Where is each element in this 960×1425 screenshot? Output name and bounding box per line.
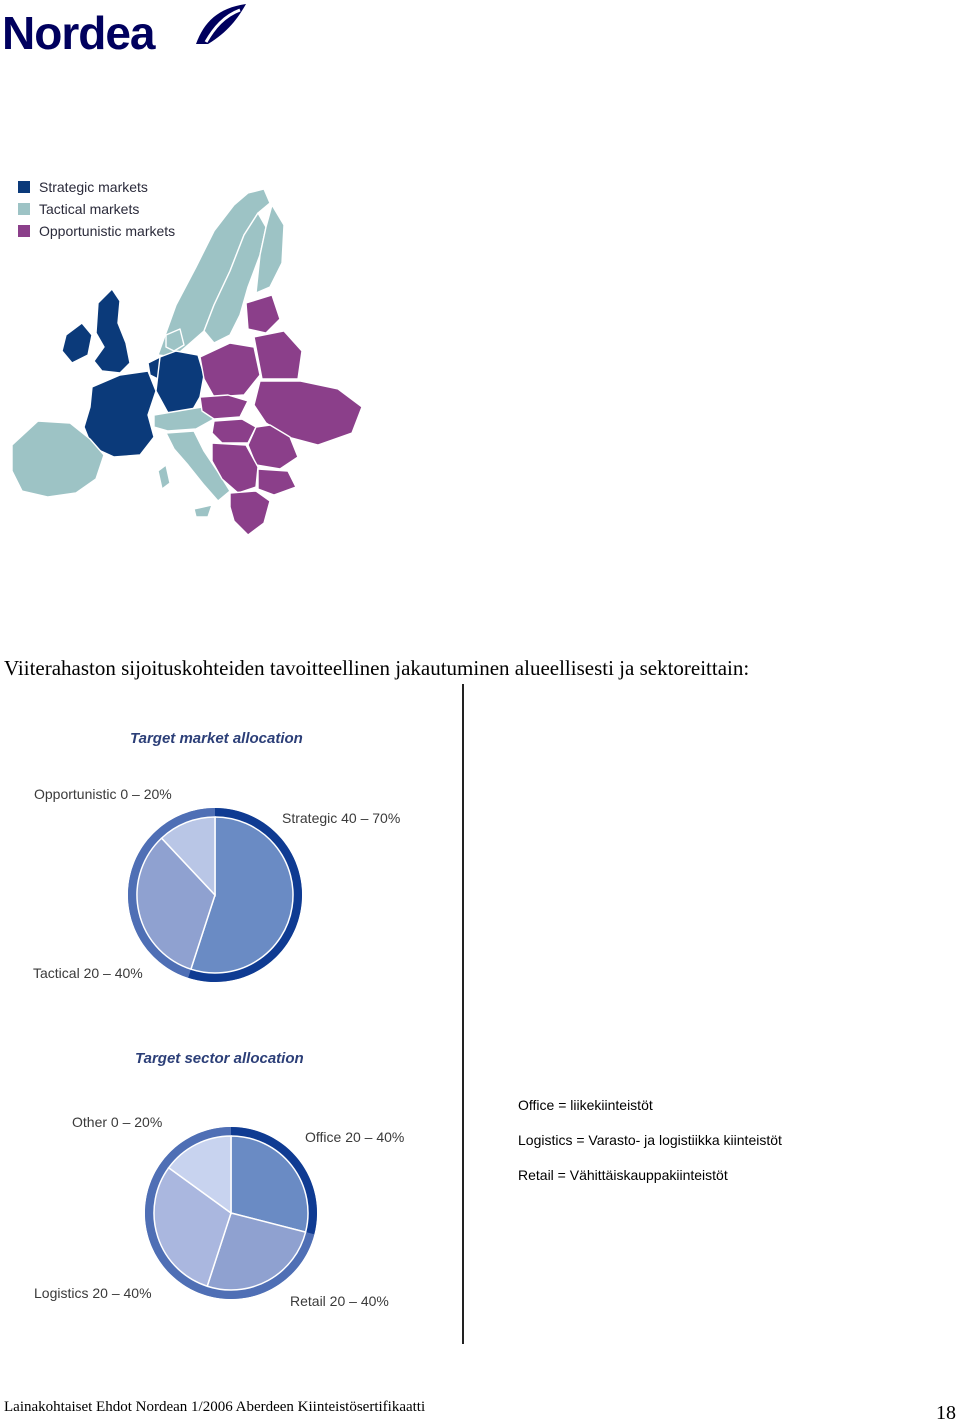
europe-market-map	[8, 175, 368, 540]
map-region-baltics	[246, 295, 280, 333]
pie-chart-market-allocation	[125, 805, 305, 985]
slice-label-strategic: Strategic 40 – 70%	[282, 810, 401, 826]
map-region-germany	[156, 351, 204, 413]
chart-title-sector: Target sector allocation	[135, 1050, 304, 1067]
map-region-poland	[200, 343, 260, 397]
definition-office: Office = liikekiinteistöt	[518, 1097, 653, 1113]
vertical-divider	[462, 684, 464, 1344]
map-region-bulgaria	[258, 469, 296, 495]
slice-label-opportunistic: Opportunistic 0 – 20%	[34, 786, 172, 802]
nordea-logo-text: Nordea	[2, 7, 155, 59]
map-region-sardinia	[158, 465, 170, 489]
section-heading: Viiterahaston sijoituskohteiden tavoitteellinen jakautuminen alueellisesti ja sektoreittain:	[4, 656, 750, 680]
map-region-hungary	[212, 419, 256, 443]
legend-label: Opportunistic markets	[39, 223, 176, 239]
slice-label-tactical: Tactical 20 – 40%	[33, 965, 143, 981]
slice-label-logistics: Logistics 20 – 40%	[34, 1285, 152, 1301]
map-region-belarus	[254, 331, 302, 379]
slice-label-retail: Retail 20 – 40%	[290, 1293, 389, 1309]
slice-label-other: Other 0 – 20%	[72, 1114, 163, 1130]
slice-label-office: Office 20 – 40%	[305, 1129, 405, 1145]
page-number: 18	[936, 1402, 956, 1424]
nordea-sail-logo-icon	[194, 2, 248, 46]
definition-logistics: Logistics = Varasto- ja logistiikka kiinteistöt	[518, 1132, 782, 1148]
footer-text: Lainakohtaiset Ehdot Nordean 1/2006 Aberdeen Kiinteistösertifikaatti	[4, 1399, 426, 1415]
legend-label: Tactical markets	[39, 201, 140, 217]
map-region-ireland	[62, 323, 92, 363]
chart-title-market: Target market allocation	[130, 730, 303, 747]
map-region-greece	[230, 491, 270, 535]
legend-label: Strategic markets	[39, 179, 148, 195]
map-region-sicily	[194, 505, 212, 517]
pie-chart-sector-allocation	[142, 1124, 320, 1302]
map-region-uk	[94, 289, 130, 373]
definition-retail: Retail = Vähittäiskauppakiinteistöt	[518, 1167, 728, 1183]
